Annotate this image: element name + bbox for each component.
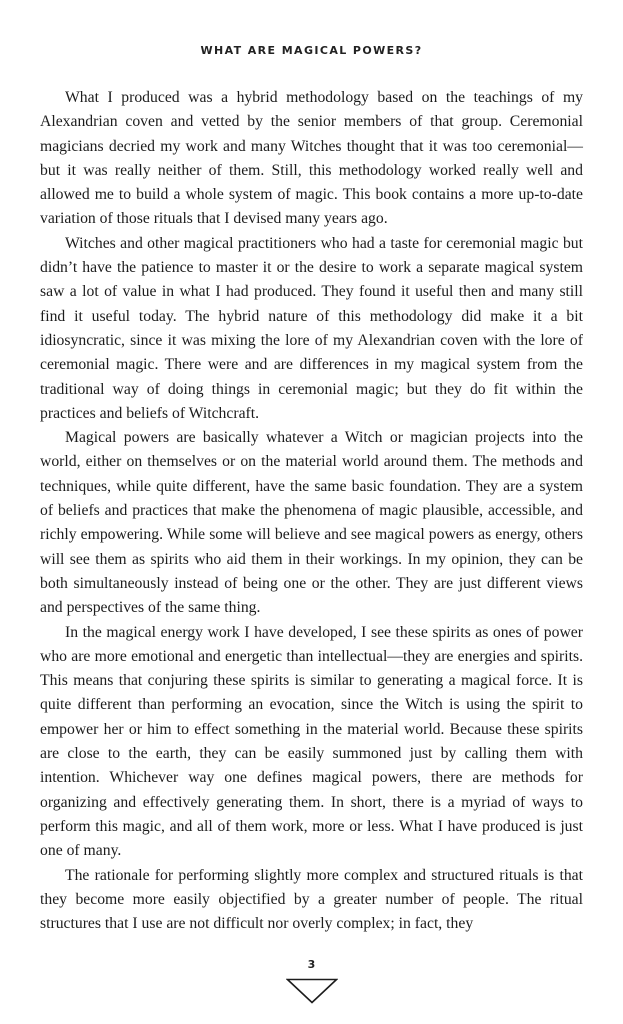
paragraph: The rationale for performing slightly more complex and structured rituals is that they become more easily objectified by a greater number of people. The ritual structures that I use are not difficult nor overly complex; in fact, they — [40, 866, 583, 933]
paragraph: In the magical energy work I have developed, I see these spirits as ones of power who are more emotional and energetic than intellectual—they are energies and spirits. This means that conjuring these spirits is similar to generating a magical force. It is quite different than performing an evocation, since the Witch is using the spirit to empower her or him to effect something in the material world. Because these spirits are close to the earth, they can be easily summoned just by calling them with intention. Whichever way one defines magical powers, there are methods for organizing and effectively generating them. In short, there is a myriad of ways to perform this magic, and all of them work, more or less. What I have produced is just one of many. — [40, 623, 583, 860]
body-text — [40, 86, 583, 936]
page-number: 3 — [307, 958, 316, 971]
paragraph: Magical powers are basically whatever a Witch or magician projects into the world, either on themselves or on the material world around them. The methods and techniques, while quite different, have the same basic foundation. They are a system of beliefs and practices that make the phenomena of magic plausible, accessible, and richly empowering. While some will believe and see magical powers as energy, others will see them as spirits who aid them in their workings. In my opinion, they can be both simultaneously instead of being one or the other. They are just different views and perspectives of the same thing. — [40, 429, 583, 617]
running-head: WHAT ARE MAGICAL POWERS? — [200, 44, 423, 57]
paragraph: What I produced was a hybrid methodology based on the teachings of my Alexandrian coven and vetted by the senior members of that group. Ceremonial magicians decried my work and many Witches thought that it was too ceremonial—but it was really neither of them. Still, this methodology worked really well and allowed me to build a whole system of magic. This book contains a more up-to-date variation of those rituals that I devised many years ago. — [40, 89, 583, 228]
paragraph: Witches and other magical practitioners who had a taste for ceremonial magic but didn’t have the patience to master it or the desire to work a separate magical system saw a lot of value in what I had produced. They found it useful then and many still find it useful today. The hybrid nature of this methodology did make it a bit idiosyncratic, since it was mixing the lore of my Alexandrian coven with the lore of ceremonial magic. There were and are differences in my magical system from the traditional way of doing things in ceremonial magic; but they do fit within the practices and beliefs of Witchcraft. — [40, 234, 583, 422]
downward-triangle-icon — [286, 978, 338, 1004]
